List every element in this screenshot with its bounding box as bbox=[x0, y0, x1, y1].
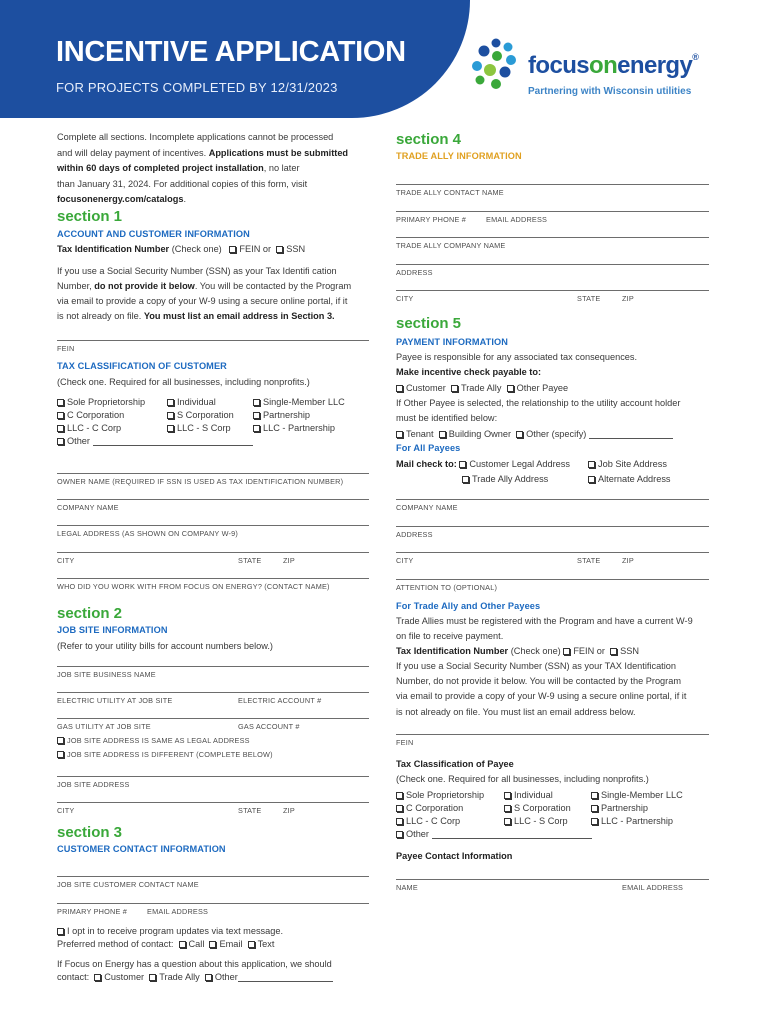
catalogs-link[interactable]: focusonenergy.com/catalogs bbox=[57, 194, 184, 204]
payee-single-member-llc-checkbox[interactable] bbox=[591, 792, 598, 799]
fein-checkbox[interactable] bbox=[229, 246, 236, 253]
section-4-title: section 4 bbox=[396, 131, 462, 148]
partnership-checkbox[interactable] bbox=[253, 412, 260, 419]
c-corporation-checkbox[interactable] bbox=[57, 412, 64, 419]
payee-address-field[interactable] bbox=[396, 526, 709, 527]
payable-trade-ally-checkbox[interactable] bbox=[451, 385, 458, 392]
owner-name-field[interactable] bbox=[57, 473, 369, 474]
all-payees-heading: For All Payees bbox=[396, 443, 461, 453]
payee-partnership-checkbox[interactable] bbox=[591, 805, 598, 812]
payee-other-checkbox[interactable] bbox=[396, 831, 403, 838]
mail-trade-ally-checkbox[interactable] bbox=[462, 476, 469, 483]
tenant-checkbox[interactable] bbox=[396, 431, 403, 438]
trade-ally-phone-email-field[interactable] bbox=[396, 211, 709, 212]
payee-c-corporation-checkbox[interactable] bbox=[396, 805, 403, 812]
payable-other-payee-checkbox[interactable] bbox=[507, 385, 514, 392]
logo-dots-icon bbox=[470, 38, 522, 90]
page-subtitle: FOR PROJECTS COMPLETED BY 12/31/2023 bbox=[56, 80, 338, 95]
section-5-title: section 5 bbox=[396, 315, 462, 332]
payee-tax-classification-heading: Tax Classification of Payee bbox=[396, 759, 514, 769]
sole-proprietorship-checkbox[interactable] bbox=[57, 399, 64, 406]
question-other-field[interactable] bbox=[238, 981, 333, 982]
customer-contact-name-field[interactable] bbox=[57, 876, 369, 877]
payee-company-field[interactable] bbox=[396, 499, 709, 500]
payable-customer-checkbox[interactable] bbox=[396, 385, 403, 392]
building-owner-checkbox[interactable] bbox=[439, 431, 446, 438]
other-specify-field[interactable] bbox=[589, 438, 673, 439]
trade-ally-address-field[interactable] bbox=[396, 264, 709, 265]
same-address-checkbox[interactable] bbox=[57, 737, 64, 744]
header-banner bbox=[0, 0, 470, 118]
section-3-heading: CUSTOMER CONTACT INFORMATION bbox=[57, 844, 226, 854]
city-state-zip-field[interactable] bbox=[57, 552, 369, 553]
different-address-checkbox[interactable] bbox=[57, 751, 64, 758]
section-1-heading: ACCOUNT AND CUSTOMER INFORMATION bbox=[57, 229, 250, 239]
job-site-city-field[interactable] bbox=[57, 802, 369, 803]
text-opt-in-checkbox[interactable] bbox=[57, 928, 64, 935]
other-field[interactable] bbox=[93, 445, 253, 446]
individual-checkbox[interactable] bbox=[167, 399, 174, 406]
section-4-heading: TRADE ALLY INFORMATION bbox=[396, 151, 522, 161]
logo-wordmark: focusonenergy® bbox=[528, 52, 699, 79]
payee-llc-partnership-checkbox[interactable] bbox=[591, 818, 598, 825]
payee-sole-proprietorship-checkbox[interactable] bbox=[396, 792, 403, 799]
company-name-field[interactable] bbox=[57, 499, 369, 500]
payee-ssn-checkbox[interactable] bbox=[610, 648, 617, 655]
payee-name-email-field[interactable] bbox=[396, 879, 709, 880]
other-checkbox[interactable] bbox=[57, 438, 64, 445]
contact-call-checkbox[interactable] bbox=[179, 941, 186, 948]
mail-job-site-checkbox[interactable] bbox=[588, 461, 595, 468]
question-customer-checkbox[interactable] bbox=[94, 974, 101, 981]
question-other-checkbox[interactable] bbox=[205, 974, 212, 981]
llc-partnership-checkbox[interactable] bbox=[253, 425, 260, 432]
tax-classification-heading: TAX CLASSIFICATION OF CUSTOMER bbox=[57, 361, 227, 371]
section-3-title: section 3 bbox=[57, 824, 123, 841]
trade-ally-company-field[interactable] bbox=[396, 237, 709, 238]
trade-ally-contact-field[interactable] bbox=[396, 184, 709, 185]
question-trade-ally-checkbox[interactable] bbox=[149, 974, 156, 981]
section-5-heading: PAYMENT INFORMATION bbox=[396, 337, 508, 347]
trade-other-payees-heading: For Trade Ally and Other Payees bbox=[396, 601, 541, 611]
ssn-checkbox[interactable] bbox=[276, 246, 283, 253]
mail-alternate-checkbox[interactable] bbox=[588, 476, 595, 483]
payee-llc-c-corp-checkbox[interactable] bbox=[396, 818, 403, 825]
gas-utility-field[interactable] bbox=[57, 718, 369, 719]
llc-s-corp-checkbox[interactable] bbox=[167, 425, 174, 432]
llc-c-corp-checkbox[interactable] bbox=[57, 425, 64, 432]
contact-text-checkbox[interactable] bbox=[248, 941, 255, 948]
mail-customer-legal-checkbox[interactable] bbox=[459, 461, 466, 468]
payee-fein-field[interactable] bbox=[396, 734, 709, 735]
page-title: INCENTIVE APPLICATION bbox=[56, 36, 406, 68]
tax-id-row: Tax Identification Number (Check one) FEIN or SSN bbox=[57, 244, 306, 254]
section-1-title: section 1 bbox=[57, 208, 123, 225]
payee-fein-checkbox[interactable] bbox=[563, 648, 570, 655]
payee-city-field[interactable] bbox=[396, 552, 709, 553]
other-specify-checkbox[interactable] bbox=[516, 431, 523, 438]
attention-field[interactable] bbox=[396, 579, 709, 580]
contact-email-checkbox[interactable] bbox=[209, 941, 216, 948]
payee-other-field[interactable] bbox=[432, 838, 592, 839]
payee-contact-heading: Payee Contact Information bbox=[396, 851, 513, 861]
electric-utility-field[interactable] bbox=[57, 692, 369, 693]
job-site-address-field[interactable] bbox=[57, 776, 369, 777]
section-2-heading: JOB SITE INFORMATION bbox=[57, 625, 168, 635]
single-member-llc-checkbox[interactable] bbox=[253, 399, 260, 406]
section-2-title: section 2 bbox=[57, 605, 123, 622]
job-site-business-name-field[interactable] bbox=[57, 666, 369, 667]
focus-contact-field[interactable] bbox=[57, 578, 369, 579]
legal-address-field[interactable] bbox=[57, 525, 369, 526]
payee-llc-s-corp-checkbox[interactable] bbox=[504, 818, 511, 825]
logo-tagline: Partnering with Wisconsin utilities bbox=[528, 86, 692, 97]
customer-phone-email-field[interactable] bbox=[57, 903, 369, 904]
trade-ally-city-field[interactable] bbox=[396, 290, 709, 291]
payee-individual-checkbox[interactable] bbox=[504, 792, 511, 799]
s-corporation-checkbox[interactable] bbox=[167, 412, 174, 419]
fein-field[interactable] bbox=[57, 340, 369, 341]
payee-s-corporation-checkbox[interactable] bbox=[504, 805, 511, 812]
focus-on-energy-logo bbox=[470, 36, 730, 106]
